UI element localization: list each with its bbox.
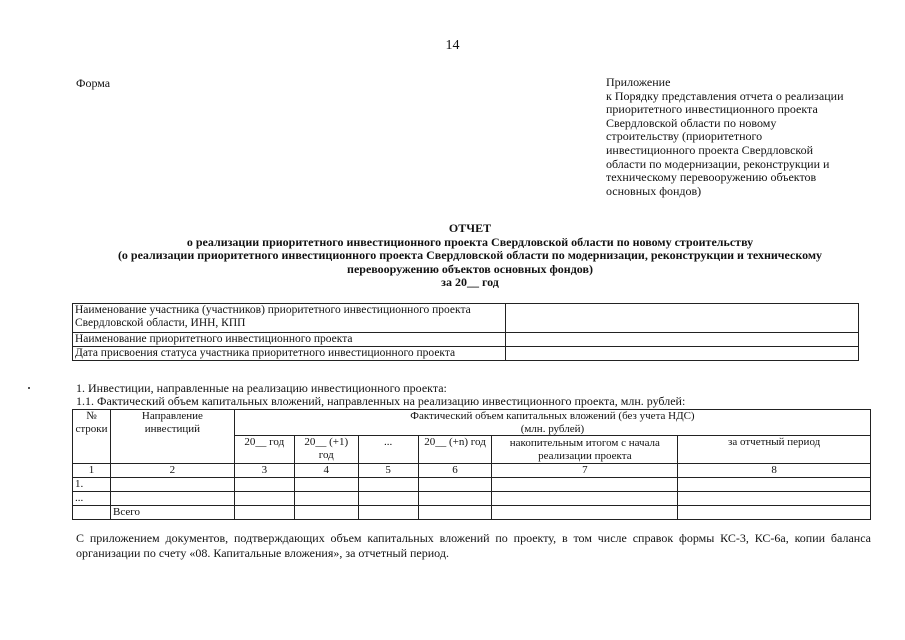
direction-cell[interactable] — [110, 492, 234, 506]
project-name-value[interactable] — [506, 333, 859, 347]
column-number: 5 — [358, 464, 418, 478]
column-header-ellipsis: ... — [358, 436, 418, 464]
column-number: 4 — [294, 464, 358, 478]
value-cell[interactable] — [234, 506, 294, 520]
report-title-line: (о реализации приоритетного инвестиционного проекта Свердловской области по модернизации, реконструкции и техническому — [117, 248, 823, 262]
value-cell[interactable] — [418, 478, 492, 492]
report-title-line: о реализации приоритетного инвестиционного проекта Свердловской области по новому строительству — [186, 234, 754, 249]
value-cell[interactable] — [234, 492, 294, 506]
column-number: 1 — [73, 464, 111, 478]
subsection-heading: 1.1. Фактический объем капитальных вложений, направленных на реализацию инвестиционного проекта, млн. рублей: — [76, 394, 686, 408]
direction-cell[interactable] — [110, 478, 234, 492]
value-cell[interactable] — [678, 506, 871, 520]
column-number: 7 — [492, 464, 678, 478]
status-date-value[interactable] — [506, 347, 859, 361]
column-number: 3 — [234, 464, 294, 478]
form-label: Форма — [76, 76, 111, 90]
value-cell[interactable] — [492, 478, 678, 492]
annex-line: инвестиционного проекта Свердловской — [606, 142, 814, 157]
value-cell[interactable] — [678, 492, 871, 506]
column-number: 6 — [418, 464, 492, 478]
column-group-unit: (млн. рублей) — [520, 422, 585, 435]
column-header-reporting-period: за отчетный период — [678, 436, 871, 464]
value-cell[interactable] — [418, 492, 492, 506]
column-group-title: Фактический объем капитальных вложений (без учета НДС) — [410, 410, 695, 422]
annex-line: техническому перевооружению объектов — [606, 170, 817, 185]
column-header-year-plus-n: 20__ (+n) год — [418, 436, 492, 464]
column-group-header — [234, 410, 870, 436]
value-cell[interactable] — [358, 492, 418, 506]
column-header-year: 20__ год — [234, 436, 294, 464]
column-header-row-number: № строки — [73, 410, 111, 464]
value-cell[interactable] — [358, 506, 418, 520]
annex-line: строительству (приоритетного — [606, 129, 763, 144]
column-header-cumulative: накопительным итогом с начала реализации проекта — [492, 436, 678, 464]
value-cell[interactable] — [294, 506, 358, 520]
value-cell[interactable] — [294, 478, 358, 492]
value-cell[interactable] — [234, 478, 294, 492]
annex-line: Приложение — [606, 75, 671, 89]
margin-mark — [28, 387, 30, 389]
row-number-cell: 1. — [73, 478, 111, 492]
column-numbers-row — [73, 464, 871, 478]
table-row — [73, 478, 871, 492]
row-number-cell: ... — [73, 492, 111, 506]
table-total-row — [73, 506, 871, 520]
table-row — [73, 304, 859, 333]
table-row — [73, 347, 859, 361]
table-row — [73, 333, 859, 347]
total-label-cell: Всего — [110, 506, 234, 520]
annex-line: области по модернизации, реконструкции и — [606, 156, 830, 171]
table-row — [73, 492, 871, 506]
status-date-label: Дата присвоения статуса участника приоритетного инвестиционного проекта — [73, 347, 506, 361]
annex-line: приоритетного инвестиционного проекта — [606, 102, 818, 117]
column-number: 8 — [678, 464, 871, 478]
column-number: 2 — [110, 464, 234, 478]
value-cell[interactable] — [294, 492, 358, 506]
attachment-note: С приложением документов, подтверждающих объем капитальных вложений по проекту, в том числе справок формы КС-3, КС-6а, копии баланса организации по счету «08. Капитальные вложения», за отчетный период. — [76, 531, 871, 560]
value-cell[interactable] — [358, 478, 418, 492]
value-cell[interactable] — [492, 506, 678, 520]
annex-line: к Порядку представления отчета о реализации — [606, 88, 844, 103]
column-header-year-plus-1: 20__ (+1) год — [294, 436, 358, 464]
project-name-label: Наименование приоритетного инвестиционного проекта — [73, 333, 506, 347]
participant-name-value[interactable] — [506, 304, 859, 333]
participant-name-label: Наименование участника (участников) приоритетного инвестиционного проекта Свердловской области, ИНН, КПП — [73, 304, 506, 333]
table-header-row — [73, 410, 871, 436]
report-title-main: ОТЧЕТ — [448, 221, 492, 235]
page-number: 14 — [445, 38, 460, 53]
annex-line: основных фондов) — [606, 183, 702, 198]
report-title-year: за 20__ год — [441, 275, 499, 289]
report-title-line: перевооружению объектов основных фондов) — [347, 261, 593, 276]
section-heading: 1. Инвестиции, направленные на реализацию инвестиционного проекта: — [76, 381, 447, 395]
row-number-cell — [73, 506, 111, 520]
value-cell[interactable] — [418, 506, 492, 520]
value-cell[interactable] — [678, 478, 871, 492]
investment-table — [72, 409, 871, 520]
report-title — [60, 222, 880, 290]
participant-info-table — [72, 303, 859, 361]
annex-line: Свердловской области по новому — [606, 115, 777, 130]
annex-block — [606, 76, 886, 198]
value-cell[interactable] — [492, 492, 678, 506]
column-header-direction: Направление инвестиций — [110, 410, 234, 464]
